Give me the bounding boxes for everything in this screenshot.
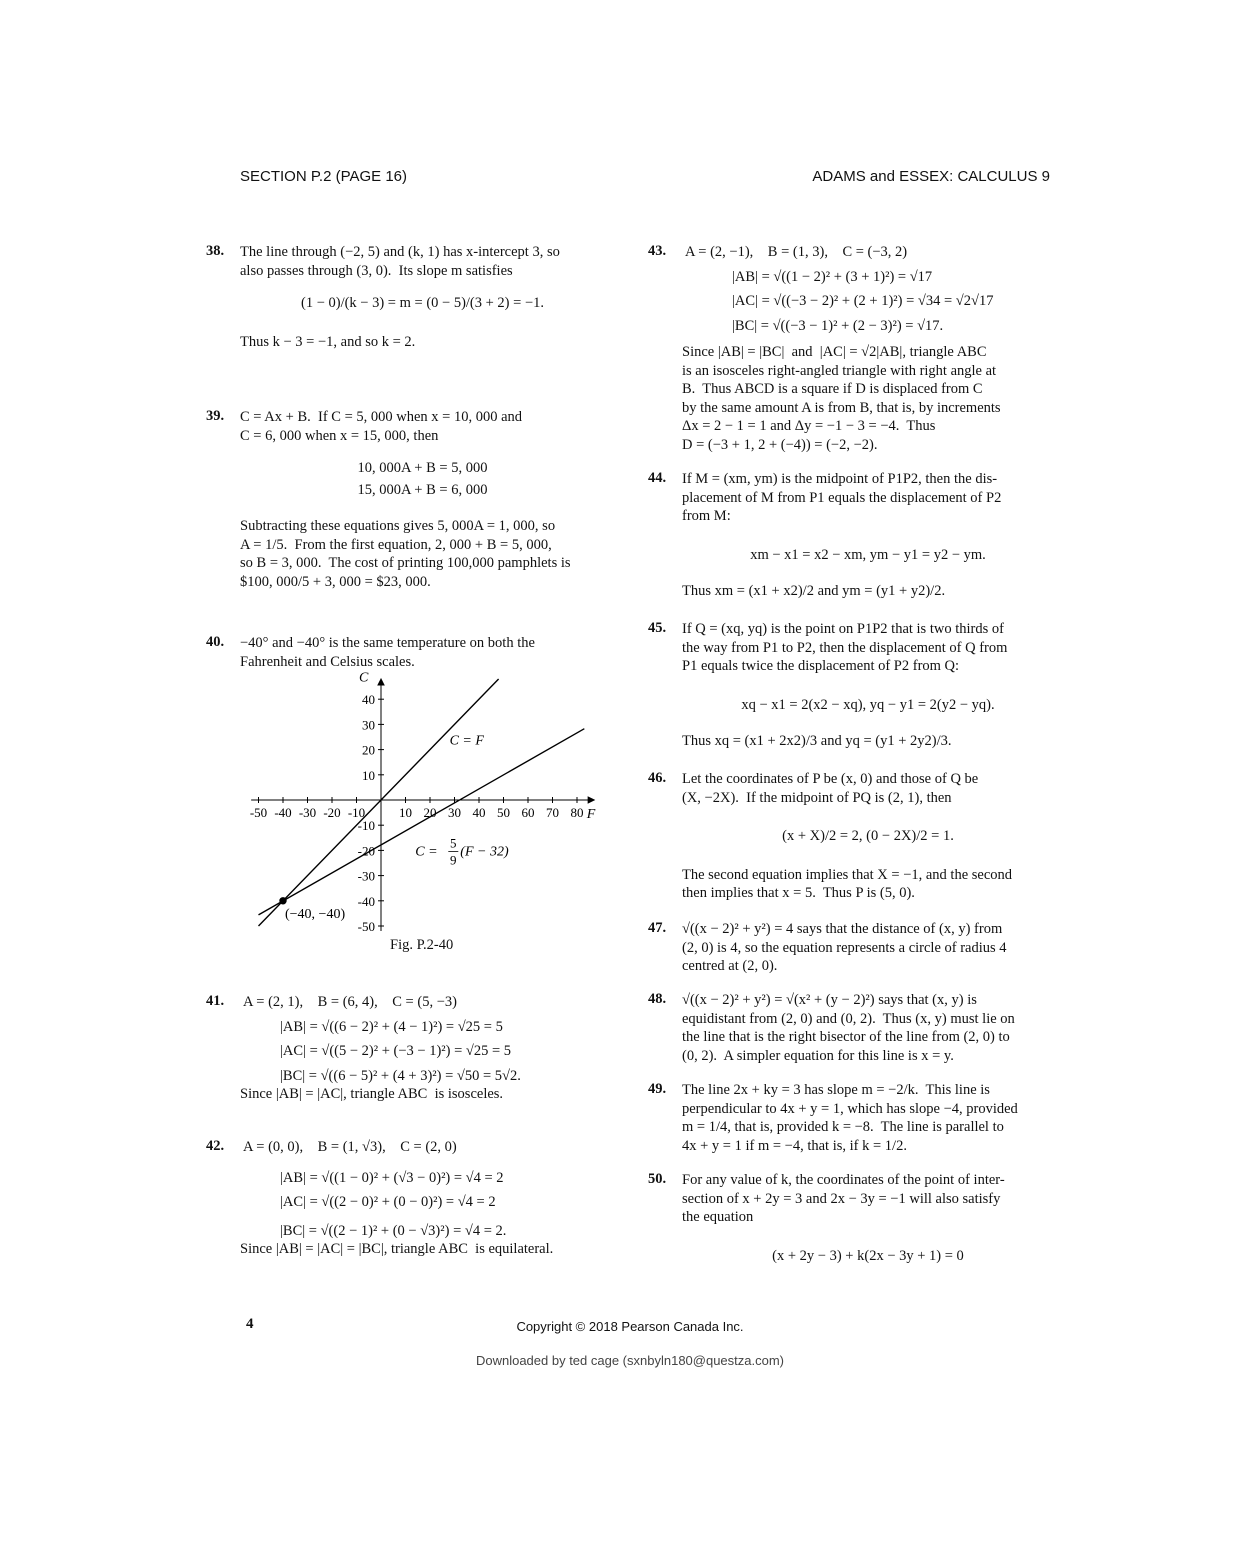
x-tick-label: -40 — [274, 805, 292, 820]
equation: |AB| = √((1 − 2)² + (3 + 1)²) = √17 — [732, 268, 933, 285]
problem-47 — [682, 920, 1054, 976]
problem-text-line: D = (−3 + 1, 2 + (−4)) = (−2, −2). — [682, 436, 878, 453]
problem-number: 46. — [648, 770, 667, 786]
problem-text-line: −40° and −40° is the same temperature on both the — [240, 635, 535, 651]
problem-text-line: C = 6, 000 when x = 15, 000, then — [240, 427, 439, 444]
equation: |AB| = √((1 − 0)² + (√3 − 0)²) = √4 = 2 — [280, 1169, 504, 1186]
y-axis-label: C — [359, 670, 369, 686]
page-number: 4 — [246, 1316, 254, 1332]
series-label-rest: (F − 32) — [460, 844, 509, 860]
problem-number: 39. — [206, 408, 225, 424]
problem-text-line: perpendicular to 4x + y = 1, which has slope −4, provided — [682, 1100, 1018, 1117]
problem-49 — [682, 1081, 1054, 1155]
problem-text-line: Since |AB| = |BC| and |AC| = √2|AB|, triangle ABC — [682, 344, 987, 360]
x-tick-label: 40 — [472, 805, 486, 820]
problem-number: 42. — [206, 1138, 225, 1154]
problem-text-line: $100, 000/5 + 3, 000 = $23, 000. — [240, 573, 431, 590]
problem-text-line: (2, 0) is 4, so the equation represents a circle of radius 4 — [682, 939, 1007, 956]
problem-text-line: the equation — [682, 1209, 754, 1225]
problem-text-line: m = 1/4, that is, provided k = −8. The line is parallel to — [682, 1119, 1004, 1135]
running-header-left: SECTION P.2 (PAGE 16) — [240, 168, 407, 185]
problem-text-line: P1 equals twice the displacement of P2 from Q: — [682, 658, 960, 674]
problem-number: 45. — [648, 620, 667, 636]
y-tick-label: 20 — [362, 742, 375, 758]
x-tick-label: 30 — [448, 805, 461, 820]
problem-text-line: placement of M from P1 equals the displacement of P2 — [682, 489, 1002, 506]
problem-44 — [682, 470, 1054, 601]
problem-text-line: section of x + 2y = 3 and 2x − 3y = −1 will also satisfy — [682, 1190, 1001, 1207]
equation: 10, 000A + B = 5, 000 — [357, 460, 488, 476]
y-tick-label: 40 — [362, 692, 375, 708]
x-tick-label: 50 — [497, 805, 510, 820]
series-label: C = — [415, 844, 438, 860]
problem-text-line: Thus xq = (x1 + 2x2)/3 and yq = (y1 + 2y2)/3. — [682, 733, 952, 749]
problem-text-line: also passes through (3, 0). Its slope m satisfies — [240, 262, 513, 279]
problem-number: 48. — [648, 991, 667, 1007]
problem-43 — [682, 243, 1054, 454]
problem-text-line: For any value of k, the coordinates of the point of inter- — [682, 1172, 1005, 1188]
problem-text-line: Thus k − 3 = −1, and so k = 2. — [240, 333, 416, 350]
x-tick-label: -20 — [323, 805, 341, 820]
problem-40 — [240, 634, 605, 671]
problem-text-line: centred at (2, 0). — [682, 958, 778, 974]
problem-text-line: equidistant from (2, 0) and (0, 2). Thus (x, y) must lie on — [682, 1010, 1015, 1027]
x-tick-label: 20 — [423, 805, 437, 820]
x-axis-label: F — [586, 807, 596, 822]
download-notice: Downloaded by ted cage (sxnbyln180@questza.com) — [475, 1353, 785, 1368]
x-tick-label: -50 — [249, 805, 268, 820]
problem-text-line: 4x + y = 1 if m = −4, that is, if k = 1/2. — [682, 1137, 907, 1154]
problem-48 — [682, 991, 1054, 1065]
x-axis-arrow — [588, 797, 594, 803]
problem-text-line: from M: — [682, 508, 731, 524]
equation: |AC| = √((5 − 2)² + (−3 − 1)²) = √25 = 5 — [280, 1043, 512, 1059]
problem-text-line: A = (0, 0), B = (1, √3), C = (2, 0) — [243, 1139, 457, 1155]
problem-text-line: A = 1/5. From the first equation, 2, 000 + B = 5, 000, — [240, 536, 552, 553]
x-tick-label: 80 — [570, 805, 584, 820]
problem-number: 50. — [648, 1171, 667, 1187]
x-tick-label: 10 — [399, 805, 412, 820]
problem-text-line: is an isosceles right-angled triangle with right angle at — [682, 362, 997, 379]
problem-text-line: The second equation implies that X = −1, and the second — [682, 866, 1013, 883]
equation: |BC| = √((2 − 1)² + (0 − √3)²) = √4 = 2. — [280, 1222, 507, 1239]
y-tick-label: -20 — [357, 843, 375, 859]
equation: 15, 000A + B = 6, 000 — [357, 481, 488, 498]
point-label: (−40, −40) — [285, 906, 346, 922]
problem-text-line: The line through (−2, 5) and (k, 1) has x-intercept 3, so — [240, 244, 560, 260]
equation: xm − x1 = x2 − xm, ym − y1 = y2 − ym. — [750, 546, 986, 563]
problem-text-line: by the same amount A is from B, that is, by increments — [682, 399, 1001, 416]
running-header-right: ADAMS and ESSEX: CALCULUS 9 — [812, 168, 1050, 185]
equation: (1 − 0)/(k − 3) = m = (0 − 5)/(3 + 2) = −1. — [300, 295, 544, 311]
problem-text-line: Fahrenheit and Celsius scales. — [240, 653, 415, 670]
equation: |BC| = √((−3 − 1)² + (2 − 3)²) = √17. — [732, 317, 944, 334]
problem-text-line: √((x − 2)² + y²) = √(x² + (y − 2)²) says that (x, y) is — [682, 992, 977, 1008]
problem-text-line: A = (2, −1), B = (1, 3), C = (−3, 2) — [685, 244, 908, 260]
problem-text-line: the way from P1 to P2, then the displacement of Q from — [682, 639, 1008, 656]
problem-text-line: √((x − 2)² + y²) = 4 says that the distance of (x, y) from — [682, 921, 1003, 937]
problem-42 — [240, 1138, 613, 1259]
problem-text-line: Since |AB| = |AC|, triangle ABC is isosceles. — [240, 1086, 504, 1102]
equation: (x + X)/2 = 2, (0 − 2X)/2 = 1. — [782, 828, 954, 844]
figure-caption: Fig. P.2-40 — [390, 937, 454, 953]
problem-text-line: If M = (xm, ym) is the midpoint of P1P2, then the dis- — [682, 471, 998, 487]
problem-number: 38. — [206, 243, 225, 259]
temperature-chart — [240, 668, 610, 933]
problem-text-line: (X, −2X). If the midpoint of PQ is (2, 1), then — [682, 789, 952, 806]
x-tick-label: -10 — [347, 805, 366, 820]
series-label: C = F — [449, 733, 484, 749]
problem-text-line: the line that is the right bisector of the line from (2, 0) to — [682, 1029, 1010, 1045]
problem-text-line: Δx = 2 − 1 = 1 and Δy = −1 − 3 = −4. Thus — [682, 418, 936, 434]
y-tick-label: -40 — [357, 893, 375, 909]
equation: |AB| = √((6 − 2)² + (4 − 1)²) = √25 = 5 — [280, 1018, 503, 1035]
problem-number: 41. — [206, 993, 225, 1009]
x-tick-label: 70 — [546, 805, 559, 820]
problem-text-line: Subtracting these equations gives 5, 000A = 1, 000, so — [240, 518, 556, 534]
fraction-numerator: 5 — [450, 835, 457, 851]
y-tick-label: 30 — [362, 717, 375, 733]
problem-text-line: Since |AB| = |AC| = |BC|, triangle ABC is equilateral. — [240, 1241, 554, 1257]
problem-text-line: A = (2, 1), B = (6, 4), C = (5, −3) — [243, 994, 457, 1010]
problem-39 — [240, 408, 605, 591]
series-line — [259, 679, 499, 926]
problem-number: 40. — [206, 634, 225, 650]
copyright-notice: Copyright © 2018 Pearson Canada Inc. — [516, 1319, 744, 1334]
y-tick-label: -30 — [357, 868, 375, 884]
x-tick-label: -30 — [298, 805, 317, 820]
problem-number: 49. — [648, 1081, 667, 1097]
problem-38 — [240, 243, 605, 351]
problem-text-line: then implies that x = 5. Thus P is (5, 0). — [682, 885, 915, 901]
problem-number: 44. — [648, 470, 667, 486]
y-tick-label: -10 — [357, 818, 375, 834]
series-line — [259, 729, 585, 915]
problem-text-line: C = Ax + B. If C = 5, 000 when x = 10, 000 and — [240, 409, 523, 425]
problem-text-line: B. Thus ABCD is a square if D is displaced from C — [682, 381, 983, 397]
problem-text-line: Let the coordinates of P be (x, 0) and those of Q be — [682, 771, 979, 787]
y-tick-label: 10 — [362, 767, 375, 783]
problem-number: 43. — [648, 243, 667, 259]
problem-text-line: so B = 3, 000. The cost of printing 100,000 pamphlets is — [240, 555, 571, 571]
y-tick-label: -50 — [357, 919, 375, 933]
problem-text-line: If Q = (xq, yq) is the point on P1P2 that is two thirds of — [682, 621, 1004, 637]
equation: (x + 2y − 3) + k(2x − 3y + 1) = 0 — [772, 1247, 964, 1264]
equation: xq − x1 = 2(x2 − xq), yq − y1 = 2(y2 − yq). — [741, 696, 995, 713]
intersection-point — [280, 898, 286, 904]
y-axis-arrow — [378, 679, 384, 685]
equation: |AC| = √((2 − 0)² + (0 − 0)²) = √4 = 2 — [280, 1194, 496, 1210]
x-tick-label: 60 — [521, 805, 535, 820]
equation: |BC| = √((6 − 5)² + (4 + 3)²) = √50 = 5√2. — [280, 1067, 521, 1084]
problem-41 — [240, 993, 613, 1104]
problem-text-line: (0, 2). A simpler equation for this line is x = y. — [682, 1047, 954, 1064]
problem-text-line: The line 2x + ky = 3 has slope m = −2/k. This line is — [682, 1082, 990, 1098]
problem-46 — [682, 770, 1054, 903]
fraction-denominator: 9 — [450, 852, 457, 868]
problem-text-line: Thus xm = (x1 + x2)/2 and ym = (y1 + y2)/2. — [682, 583, 946, 599]
equation: |AC| = √((−3 − 2)² + (2 + 1)²) = √34 = √2√17 — [732, 293, 994, 309]
problem-number: 47. — [648, 920, 667, 936]
problem-50 — [682, 1171, 1054, 1265]
problem-45 — [682, 620, 1054, 751]
